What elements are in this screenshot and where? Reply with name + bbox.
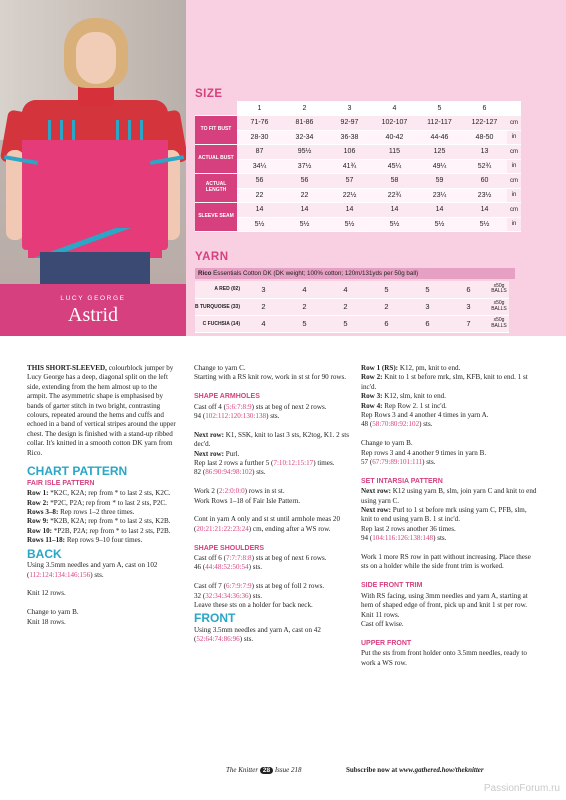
upper-front-heading: UPPER FRONT <box>361 639 412 647</box>
intarsia-heading: SET INTARSIA PATTERN <box>361 477 443 485</box>
column-3 <box>361 364 539 668</box>
text: Change to yarn B. <box>361 439 413 448</box>
size-col: 6 <box>462 101 507 116</box>
table-row: 22 22 22½ 22¾ 23¼ 23½ in <box>195 188 521 203</box>
pattern-row: Row 10: *P2B, P2A; rep from * to last 2 sts, P2B. <box>27 526 171 535</box>
yarn-description: Rico Essentials Cotton DK (DK weight; 100% cotton; 120m/131yds per 50g ball) <box>195 268 515 279</box>
fairisle-heading: FAIR ISLE PATTERN <box>27 479 95 487</box>
text: Cast off 4 (5:6:7:8:9) sts at beg of next 2 rows. <box>194 402 327 411</box>
shoulders-heading: SHAPE SHOULDERS <box>194 544 265 552</box>
text: Work Rows 1–18 of Fair Isle Pattern. <box>194 496 301 505</box>
subscribe-line: Subscribe now at www.gathered.how/theknitter <box>346 766 484 774</box>
size-col: 2 <box>282 101 327 116</box>
size-col: 5 <box>417 101 462 116</box>
text: Work 2 (2:2:0:0:0) rows in st st. <box>194 487 285 496</box>
armholes-heading: SHAPE ARMHOLES <box>194 393 260 401</box>
text: Row 4: Rep Row 2. 1 st inc'd. <box>361 401 447 410</box>
table-row: 5½ 5½ 5½ 5½ 5½ 5½ in <box>195 217 521 232</box>
table-row: TO FIT BUST 71-76 81-86 92-97 102-107 112-117 122-127 cm <box>195 116 521 131</box>
text: Put the sts from front holder onto 3.5mm needles, ready to work a WS row. <box>361 649 527 667</box>
text: Row 1 (RS): K12, pm, knit to end. <box>361 364 461 372</box>
size-col: 3 <box>327 101 372 116</box>
text: Using 3.5mm needles and yarn A, cast on 42 (52:64:74:86:96) sts. <box>194 625 321 644</box>
size-col: 1 <box>237 101 282 116</box>
table-row: B TURQUOISE (33) 2 2 2 2 3 3 x50g BALLS <box>195 298 509 315</box>
column-2 <box>194 364 352 645</box>
text: 48 (58:70:80:92:102) sts. <box>361 420 433 429</box>
table-row: 34¼ 37½ 41¾ 45¼ 49¼ 52¾ in <box>195 159 521 174</box>
back-heading: BACK <box>27 546 62 561</box>
page-number: 28 <box>260 767 273 774</box>
text: 57 (67:79:89:101:111) sts. <box>361 458 436 467</box>
text: Cast off kwise. <box>361 619 404 628</box>
text: With RS facing, using 3mm needles and yarn A, starting at hem of shaped edge of front, pick up and knit 1 st per row. <box>361 591 528 610</box>
pattern-row: Row 2: *P2C, P2A; rep from * to last 2 sts, P2C. <box>27 498 167 507</box>
text: 94 (102:112:120:130:138) sts. <box>194 412 280 421</box>
title-band <box>0 284 186 336</box>
text: Rep last 2 rows another 36 times. <box>361 524 456 533</box>
text: Next row: Purl. <box>194 449 240 458</box>
front-heading: FRONT <box>194 611 236 626</box>
watermark: PassionForum.ru <box>483 783 560 794</box>
subscribe-link[interactable]: www.gathered.how/theknitter <box>399 766 484 774</box>
text: Leave these sts on a holder for back neck. <box>194 601 313 610</box>
text: Cast off 6 (7:7:7:8:8) sts at beg of next 6 rows. <box>194 554 327 563</box>
text: 82 (86:90:94:98:102) sts. <box>194 468 266 477</box>
text: Cont in yarn A only and st st until armhole meas 20 (20:21:21:22:23:24) cm, ending after a WS row. <box>194 515 340 533</box>
table-row: C FUCHSIA (14) 4 5 5 6 6 7 x50g BALLS <box>195 315 509 332</box>
yarn-heading: YARN <box>195 251 229 263</box>
table-row: ACTUAL BUST 87 95½ 106 115 125 13 cm <box>195 145 521 160</box>
intro-paragraph: THIS SHORT-SLEEVED, colourblock jumper by Lucy George has a deep, diagonal split on the left side, extending from the hem almost up to the armpit. The asymmetric shape is emphasised by bands of garter stitch in two bright, contrasting colours, repeated around the hems and cuffs and echoed in a band of vertical stripes around the upper chest. The design is finished with a stand-up ribbed collar. It's knitted in a smooth cotton DK yarn from Rico. <box>27 364 176 457</box>
table-row: A RED (02) 3 4 4 5 5 6 x50g BALLS <box>195 281 509 298</box>
back-text: Knit 12 rows. <box>27 589 66 598</box>
text: Next row: Purl to 1 st before mrk using yarn C, PFB, slm, knit to end using yarn B. 1 st inc'd. <box>361 506 527 524</box>
text: 46 (44:48:52:50:54) sts. <box>194 563 262 572</box>
text: 32 (32:34:34:36:36) sts. <box>194 591 262 600</box>
side-trim-heading: SIDE FRONT TRIM <box>361 582 423 590</box>
pattern-row: Row 1: *K2C, K2A; rep from * to last 2 sts, K2C. <box>27 489 171 498</box>
chart-pattern-heading: CHART PATTERN <box>27 464 128 479</box>
size-table <box>195 101 521 232</box>
size-heading: SIZE <box>195 88 223 100</box>
table-row: 28-30 32-34 36-38 40-42 44-46 48-50 in <box>195 130 521 145</box>
size-col: 4 <box>372 101 417 116</box>
pattern-row: Row 9: *K2B, K2A; rep from * to last 2 sts, K2B. <box>27 517 171 526</box>
pattern-title: Astrid <box>68 304 118 326</box>
text: Rep rows 3 and 4 another 9 times in yarn B. <box>361 448 487 457</box>
text: Rep last 2 rows a further 5 (7:10:12:15:17) times. <box>194 459 335 468</box>
text: Change to yarn C. <box>194 364 246 372</box>
text: 94 (104:116:126:138:148) sts. <box>361 534 447 543</box>
text: Work 1 more RS row in patt without increasing. Place these sts on a holder while the side front trim is worked. <box>361 553 531 571</box>
text: Knit 11 rows. <box>361 610 400 619</box>
text: Next row: K1, SSK, knit to last 3 sts, K2tog, K1. 2 sts dec'd. <box>194 430 349 449</box>
text: Row 2: Knit to 1 st before mrk, slm, KFB, knit to end. 1 st inc'd. <box>361 373 528 391</box>
column-1 <box>27 364 177 627</box>
pattern-row: Rows 3–8: Rep rows 1–2 three times. <box>27 508 135 517</box>
text: Starting with a RS knit row, work in st st for 90 rows. <box>194 373 347 382</box>
model-photo <box>0 0 186 284</box>
magazine-credit: The Knitter 28 Issue 218 <box>226 766 302 774</box>
text: Next row: K12 using yarn B, slm, join yarn C and knit to end using yarn C. <box>361 487 537 505</box>
pattern-row: Rows 11–18: Rep rows 9–10 four times. <box>27 536 143 545</box>
designer-name: LUCY GEORGE <box>60 295 126 302</box>
text: Row 3: K12, slm, knit to end. <box>361 392 446 401</box>
table-row: ACTUAL LENGTH 56 56 57 58 59 60 cm <box>195 174 521 189</box>
back-text: Using 3.5mm needles and yarn A, cast on 102 (112:124:134:146:156) sts. <box>27 561 158 579</box>
text: Rep Rows 3 and 4 another 4 times in yarn A. <box>361 411 489 420</box>
table-row: SLEEVE SEAM 14 14 14 14 14 14 cm <box>195 203 521 218</box>
yarn-table <box>195 281 509 333</box>
text: Cast off 7 (6:7:9:7:9) sts at beg of foll 2 rows. <box>194 582 325 591</box>
back-text: Knit 18 rows. <box>27 617 66 626</box>
footer <box>0 765 566 777</box>
back-text: Change to yarn B. <box>27 608 79 617</box>
